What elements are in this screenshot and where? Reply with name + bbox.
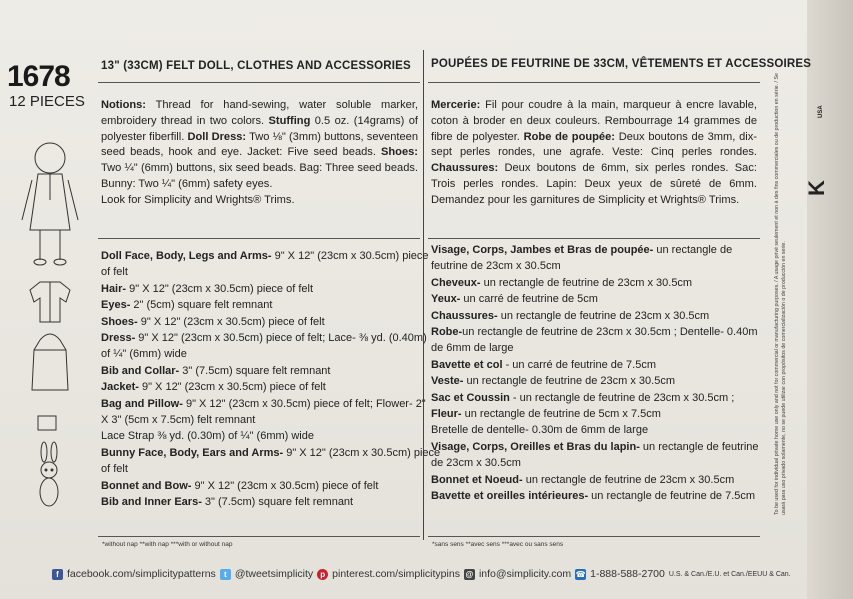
usa-mark: USA <box>818 105 824 118</box>
mercerie-text: Fil pour coudre à la main, marqueur à encre lavable, coton à broder en deux couleurs. Rembourrage 14 grammes de fibre de polyester. <box>431 99 757 143</box>
dress-text: Two ⅛" (3mm) buttons, seventeen seed beads, hook and eye. Jacket: Five seed beads. <box>101 130 418 159</box>
chaussures-label: Chaussures: <box>431 162 499 175</box>
list-item: feutrine de 23cm x 30.5cm <box>431 260 561 273</box>
look-text: Look for Simplicity and Wrights® Trims. <box>101 193 295 206</box>
email-link[interactable]: info@simplicity.com <box>478 568 572 580</box>
list-item: de 23cm x 30.5cm <box>431 457 521 470</box>
jacket-illustration <box>30 282 70 322</box>
list-item: Chaussures- un rectangle de feutrine de 23cm x 30.5cm <box>431 309 710 322</box>
french-title: POUPÉES DE FEUTRINE DE 33CM, VÊTEMENTS ET ACCESSOIRES <box>431 58 812 70</box>
french-footnote: *sans sens **avec sens ***avec ou sans sens <box>432 541 564 548</box>
piece-count: 12 PIECES <box>9 93 85 110</box>
list-item: Dress- 9" X 12" (23cm x 30.5cm) piece of felt; Lace- ⅜ yd. (0.40m) <box>101 332 427 345</box>
phone-number: 1-888-588-2700 <box>590 568 665 580</box>
shoes-label: Shoes: <box>381 146 418 159</box>
list-item: Eyes- 2" (5cm) square felt remnant <box>101 299 273 312</box>
french-title-wrap <box>428 58 811 70</box>
email-icon: @ <box>465 569 474 579</box>
list-item: of felt <box>101 463 128 476</box>
list-item: Veste- un rectangle de feutrine de 23cm x 30.5cm <box>431 375 675 388</box>
facebook-icon: f <box>52 569 63 580</box>
mercerie-label: Mercerie: <box>431 99 481 111</box>
english-notions <box>101 98 418 209</box>
pinterest-link[interactable]: pinterest.com/simplicitypins <box>332 568 460 580</box>
list-item: Bavette et col - un carré de feutrine de 7.5cm <box>431 358 656 371</box>
list-item: Jacket- 9" X 12" (23cm x 30.5cm) piece of felt <box>101 381 326 394</box>
list-item: Bunny Face, Body, Ears and Arms- 9" X 12" (23cm x 30.5cm) piece <box>101 446 441 459</box>
bunny-illustration <box>40 442 58 506</box>
english-footnote: *without nap **with nap ***with or without nap <box>102 541 233 548</box>
pillow-illustration <box>38 416 56 430</box>
list-item: Sac et Coussin - un rectangle de feutrine de 23cm x 30.5cm ; <box>431 391 735 404</box>
piece-illustrations <box>10 140 90 520</box>
french-materials <box>431 242 761 505</box>
shoes-text: Two ¼" (6mm) buttons, six seed beads. Bag: Three seed beads. Bunny: Two ¼" (6mm) safety eyes. <box>101 162 418 190</box>
english-title-wrap <box>98 60 411 72</box>
english-bottom-rule <box>98 536 420 537</box>
english-title: 13" (33CM) FELT DOLL, CLOTHES AND ACCESSORIES <box>101 60 411 72</box>
dress-label: Doll Dress: <box>187 130 247 143</box>
list-item: Bib and Inner Ears- 3" (7.5cm) square felt remnant <box>101 496 354 509</box>
list-item: Shoes- 9" X 12" (23cm x 30.5cm) piece of felt <box>101 315 325 328</box>
notions-text: Thread for hand-sewing, water soluble marker, embroidery thread in two colors. <box>101 99 418 127</box>
english-materials <box>101 248 441 511</box>
french-notions <box>431 98 757 209</box>
list-item: X 3" (5cm x 7.5cm) felt remnant <box>101 414 256 427</box>
list-item: Bavette et oreilles intérieures- un rectangle de feutrine de 7.5cm <box>431 490 756 503</box>
list-item: Fleur- un rectangle de feutrine de 5cm x 7.5cm <box>431 408 661 421</box>
robe-text: Deux boutons de 3mm, dix-sept perles rondes, une agrafe. Veste: Cinq perles rondes. <box>431 130 757 159</box>
robe-label: Robe de poupée: <box>523 130 615 143</box>
phone-note: U.S. & Can./E.U. et Can./EEUU & Can. <box>668 570 791 578</box>
stuffing-label: Stuffing <box>268 114 311 127</box>
english-notions-rule <box>98 238 420 239</box>
list-item: Yeux- un carré de feutrine de 5cm <box>431 293 598 306</box>
list-item: Lace Strap ⅜ yd. (0.30m) of ¼" (6mm) wide <box>101 430 314 443</box>
list-item: Bib and Collar- 3" (7.5cm) square felt remnant <box>101 364 331 377</box>
list-item: Hair- 9" X 12" (23cm x 30.5cm) piece of felt <box>101 282 314 295</box>
english-title-rule <box>98 82 420 83</box>
pattern-number: 1678 <box>7 60 70 93</box>
list-item: Bag and Pillow- 9" X 12" (23cm x 30.5cm) piece of felt; Flower- 2" <box>101 397 426 410</box>
stuffing-text: 0.5 oz. (14grams) of polyester fiberfill. <box>101 114 418 143</box>
french-notions-rule <box>428 238 760 239</box>
twitter-link[interactable]: @tweetsimplicity <box>234 568 314 580</box>
facebook-link[interactable]: facebook.com/simplicitypatterns <box>67 568 216 580</box>
brand-mark <box>800 78 840 198</box>
brand-letter: K <box>804 180 829 196</box>
list-item: Doll Face, Body, Legs and Arms- 9" X 12" (23cm x 30.5cm) piece <box>101 250 429 262</box>
list-item: Bretelle de dentelle- 0.30m de 6mm de large <box>431 424 649 437</box>
list-item: Robe-un rectangle de feutrine de 23cm x 30.5cm ; Dentelle- 0.40m <box>431 326 758 339</box>
column-divider <box>423 50 424 540</box>
list-item: Bonnet and Bow- 9" X 12" (23cm x 30.5cm) piece of felt <box>101 479 379 492</box>
list-item: of ¼" (6mm) wide <box>101 348 187 361</box>
twitter-icon: t <box>220 569 231 580</box>
chaussures-text: Deux boutons de 6mm, six perles rondes. Sac: Trois perles rondes. Lapin: Deux yeux de sûreté de 6mm. Demandez pour les garnitures de Simplicity et Wrights® Trims. <box>431 162 757 206</box>
usage-notice: To be used for individual private home use only and not for commercial or manufacturing purposes. / A usage privé seulement et non à des fins commerciales ou de production en série. / Se usará para uso privado solamente, no se puede utilizar con propósitos de comercialización o de producción en serie. <box>774 73 787 515</box>
contact-footer <box>52 568 791 580</box>
french-title-rule <box>428 82 760 83</box>
list-item: Cheveux- un rectangle de feutrine de 23cm x 30.5cm <box>431 276 693 289</box>
list-item: Visage, Corps, Oreilles et Bras du lapin- un rectangle de feutrine <box>431 440 759 453</box>
list-item: Bonnet et Noeud- un rectangle de feutrine de 23cm x 30.5cm <box>431 473 735 486</box>
french-bottom-rule <box>428 536 760 537</box>
pinterest-icon: p <box>317 569 328 580</box>
notions-label: Notions: <box>101 99 146 111</box>
list-item: of felt <box>101 266 128 279</box>
phone-icon: ☎ <box>575 569 586 579</box>
list-item: Visage, Corps, Jambes et Bras de poupée- un rectangle de <box>431 244 733 256</box>
doll-illustration <box>22 143 78 265</box>
list-item: de 6mm de large <box>431 342 514 355</box>
bag-illustration <box>32 334 68 390</box>
